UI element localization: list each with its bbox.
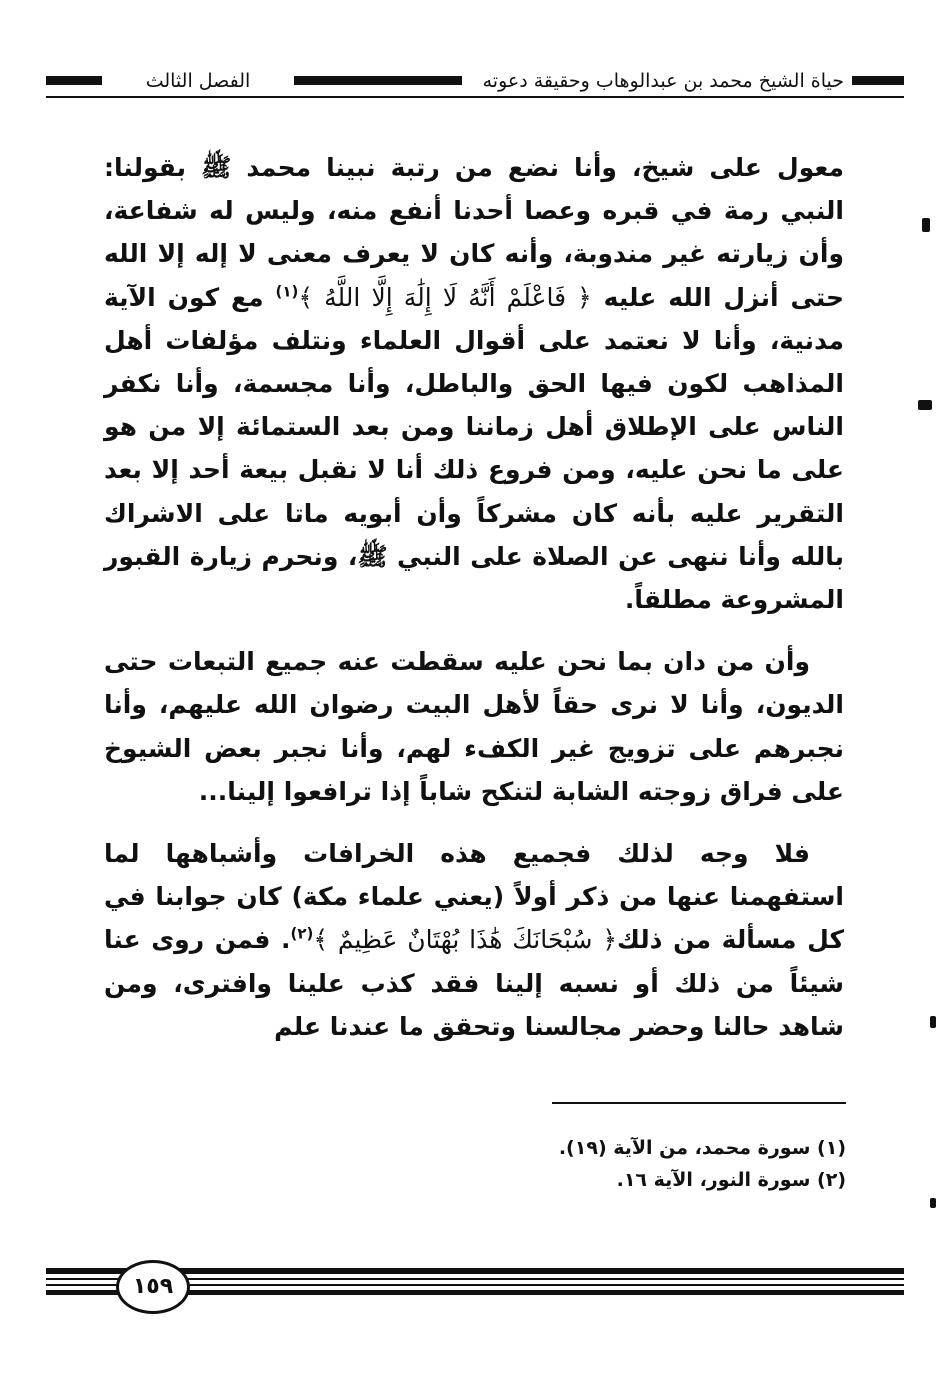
header-bar-right (852, 76, 904, 85)
header-bar-middle (294, 76, 462, 85)
footnote-1: (١) سورة محمد، من الآية (١٩). (558, 1137, 846, 1159)
header-book-title: حياة الشيخ محمد بن عبدالوهاب وحقيقة دعوته (482, 70, 844, 92)
footnote-2: (٢) سورة النور، الآية ١٦. (616, 1169, 846, 1191)
margin-mark (918, 400, 932, 410)
page-number: ١٥٩ (116, 1260, 190, 1314)
margin-mark (922, 218, 930, 232)
paragraph-2: وأن من دان بما نحن عليه سقطت عنه جميع التبعات حتى الديون، وأنا لا نرى حقاً لأهل البيت رضوان الله عليهم، وأنا نجبرهم على تزويج غير الكفء لهم، وأنا نجبر بعض الشيوخ على فراق زوجته الشابة لتنكح شاباً إذا ترافعوا إلينا... (104, 647, 844, 806)
margin-mark (930, 1198, 936, 1208)
footnote-ref-2: (٢) (290, 925, 314, 944)
paragraph-3-text-a: فلا وجه لذلك فجميع هذه الخرافات وأشباهها لما استفهمنا عنها من ذكر أولاً (يعني علماء مكة) كان جوابنا في كل مسألة من ذلك (104, 839, 844, 955)
header-bar-left (46, 76, 102, 85)
paragraph-1 (104, 146, 844, 621)
footnotes (400, 1132, 846, 1196)
paragraph-1-text-b: مع كون الآية مدنية، وأنا لا نعتمد على أقوال العلماء ونتلف مؤلفات أهل المذاهب لكون فيها الحق والباطل، وأنا مجسمة، وأنا نكفر الناس على الإطلاق أهل زماننا ومن بعد الستمائة إلا من هو على ما نحن عليه، ومن فروع ذلك أنا لا نقبل بيعة أحد إلا بعد التقرير عليه بأنه كان مشركاً وأن أبويه ماتا على الاشراك بالله وأنا ننهى عن الصلاة على النبي ﷺ، ونحرم زيارة القبور المشروعة مطلقاً. (104, 282, 844, 615)
page-footer (46, 1260, 904, 1320)
header-chapter-title: الفصل الثالث (145, 70, 251, 92)
margin-mark (930, 1016, 936, 1028)
quran-verse-1: ﴿ فَاعْلَمْ أَنَّهُ لَا إِلَٰهَ إِلَّا اللَّهُ ﴾ (298, 282, 592, 312)
main-text (104, 146, 844, 1067)
quran-verse-2: ﴿ سُبْحَانَكَ هَٰذَا بُهْتَانٌ عَظِيمٌ ﴾ (313, 925, 617, 955)
footnote-separator (552, 1102, 846, 1104)
paragraph-3-text-b: . فمن روى عنا شيئاً من ذلك أو نسبه إلينا فقد كذب علينا وافترى، ومن شاهد حالنا وحضر مجالسنا وتحقق ما عندنا علم (104, 925, 844, 1041)
footnote-ref-1: (١) (275, 282, 299, 301)
header-rule (46, 96, 904, 98)
paragraph-1-text-a: معول على شيخ، وأنا نضع من رتبة نبينا محمد ﷺ بقولنا: النبي رمة في قبره وعصا أحدنا أنفع منه، وليس له شفاعة، وأن زيارته غير مندوبة، وأنه كان لا يعرف معنى لا إله إلا الله حتى أنزل الله عليه (104, 153, 844, 312)
paragraph-3 (104, 832, 844, 1048)
running-header (46, 66, 904, 100)
